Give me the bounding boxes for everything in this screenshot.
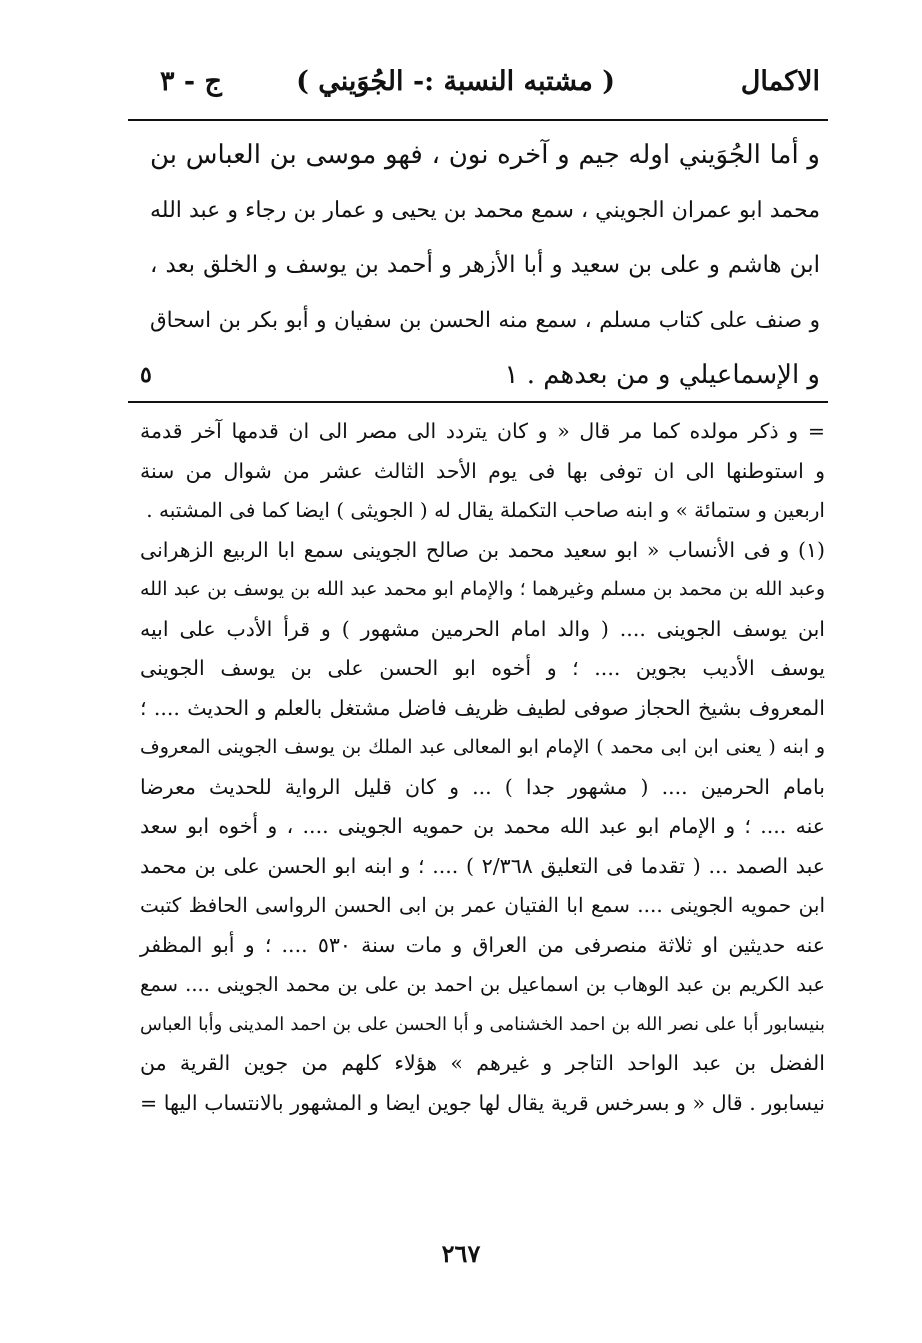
main-line: و الإسماعيلي و من بعدهم . ١ xyxy=(504,360,820,390)
footnote-line: = و ذكر مولده كما مر قال « و كان يتردد الى مصر الى ان قدمها آخر قدمة xyxy=(140,419,825,443)
footnote-line: اربعين و ستمائة » و ابنه صاحب التكملة يقال له ( الجويثى ) ايضا كما فى المشتبه . xyxy=(146,498,825,522)
footnote-line: وعبد الله بن محمد بن مسلم وغيرهما ؛ والإمام ابو محمد عبد الله بن يوسف بن عبد الله xyxy=(140,578,825,600)
running-header xyxy=(130,66,820,106)
footnote-line: عبد الصمد ... ( تقدما فى التعليق ٢/٣٦٨ ) .... ؛ و ابنه ابو الحسن على بن محمد xyxy=(140,853,825,878)
main-line: ابن هاشم و على بن سعيد و أبا الأزهر و أحمد بن يوسف و الخلق بعد ، xyxy=(150,252,820,278)
section-title: ( مشتبه النسبة :- الجُوَيني ) xyxy=(296,66,615,97)
footnotes xyxy=(140,412,825,1123)
footnote-line: عنه .... ؛ و الإمام ابو عبد الله محمد بن حمويه الجوينى .... ، و أخوه ابو سعد xyxy=(140,814,825,838)
footnote-line: بامام الحرمين .... ( مشهور جدا ) ... و كان قليل الرواية للحديث معرضا xyxy=(140,774,825,799)
main-line: محمد ابو عمران الجويني ، سمع محمد بن يحيى و عمار بن رجاء و عبد الله xyxy=(150,198,820,223)
footnote-line: نيسابور . قال « و بسرخس قرية يقال لها جوين ايضا و المشهور بالانتساب اليها = xyxy=(140,1090,825,1115)
footnote-line: يوسف الأديب بجوين .... ؛ و أخوه ابو الحسن على بن يوسف الجوينى xyxy=(140,656,825,680)
footnote-line: ابن حمويه الجوينى .... سمع ابا الفتيان عمر بن ابى الحسن الرواسى الحافظ كتبت xyxy=(140,893,825,917)
footnote-line: و استوطنها الى ان توفى بها فى يوم الأحد الثالث عشر من شوال من سنة xyxy=(140,458,825,483)
footnote-line: (١) و فى الأنساب « ابو سعيد محمد بن صالح الجوينى سمع ابا الربيع الزهرانى xyxy=(140,537,825,562)
footnote-line: و ابنه ( يعنى ابن ابى محمد ) الإمام ابو المعالى عبد الملك بن يوسف الجوينى المعروف xyxy=(140,736,825,758)
volume-number: ج - ٣ xyxy=(160,66,222,97)
footnote-line: المعروف بشيخ الحجاز صوفى لطيف ظريف فاضل مشتغل بالعلم و الحديث .... ؛ xyxy=(140,695,825,720)
footnote-rule xyxy=(128,401,828,403)
footnote-line: عبد الكريم بن عبد الوهاب بن اسماعيل بن احمد بن على بن محمد الجوينى .... سمع xyxy=(140,973,825,996)
footnote-line: عنه حديثين او ثلاثة منصرفى من العراق و مات سنة ٥٣٠ .... ؛ و أبو المظفر xyxy=(140,932,825,957)
main-line: و أما الجُوَيني اوله جيم و آخره نون ، فهو موسى بن العباس بن xyxy=(150,140,820,170)
header-rule xyxy=(128,119,828,121)
main-text xyxy=(150,128,820,403)
page-number: ٢٦٧ xyxy=(441,1239,481,1268)
line-number-marker: ٥ xyxy=(140,362,152,388)
main-line: و صنف على كتاب مسلم ، سمع منه الحسن بن سفيان و أبو بكر بن اسحاق xyxy=(150,308,820,333)
footnote-line: الفضل بن عبد الواحد التاجر و غيرهم » هؤلاء كلهم من جوين القرية من xyxy=(140,1051,825,1075)
book-title: الاكمال xyxy=(740,66,820,97)
footnote-line: بنيسابور أبا على نصر الله بن احمد الخشنامى و أبا الحسن على بن احمد المدينى وأبا العباس xyxy=(140,1013,825,1035)
footnote-line: ابن يوسف الجوينى .... ( والد امام الحرمين مشهور ) و قرأ الأدب على ابيه xyxy=(140,616,825,641)
